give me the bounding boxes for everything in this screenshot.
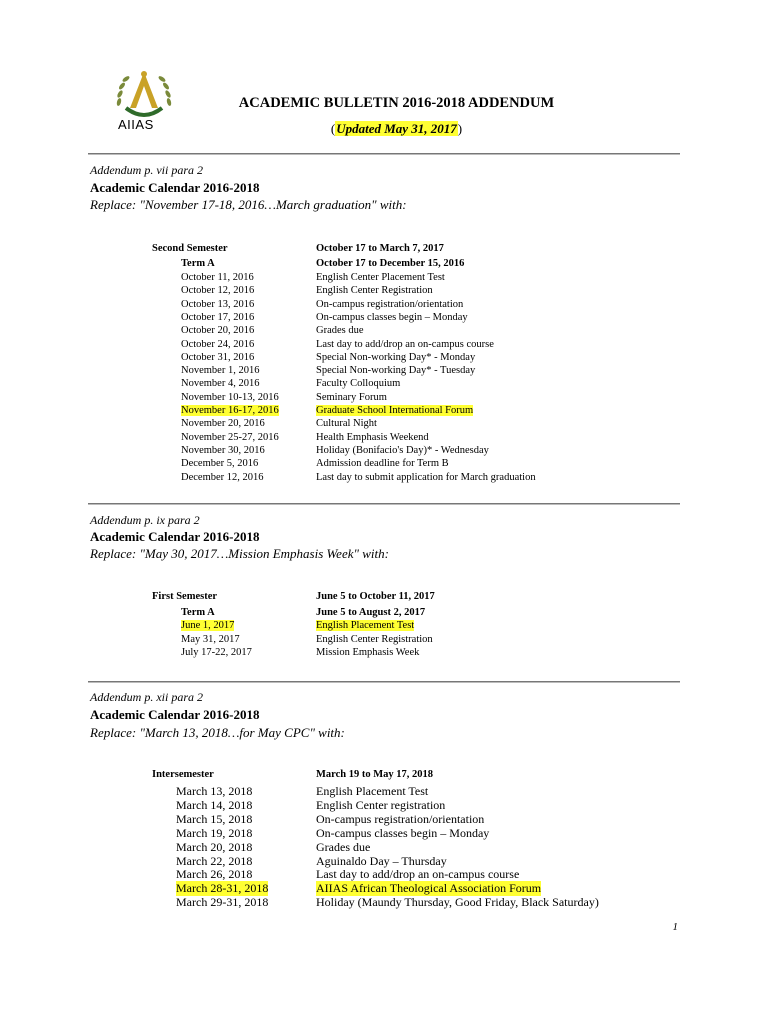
section-ref: Addendum p. ix para 2 bbox=[90, 513, 200, 527]
calendar-date: March 26, 2018 bbox=[176, 867, 253, 882]
calendar-date: July 17-22, 2017 bbox=[181, 647, 252, 658]
calendar-date: November 16-17, 2016 bbox=[181, 405, 279, 416]
section-title: Academic Calendar 2016-2018 bbox=[90, 529, 260, 544]
section-title: Academic Calendar 2016-2018 bbox=[90, 707, 260, 722]
calendar-date: November 25-27, 2016 bbox=[181, 431, 279, 443]
calendar-event: Cultural Night bbox=[316, 418, 377, 430]
calendar-event: On-campus registration/orientation bbox=[316, 811, 485, 826]
semester-label: Intersemester bbox=[152, 769, 214, 780]
calendar-date: March 28-31, 2018 bbox=[176, 881, 269, 896]
calendar-date: November 10-13, 2016 bbox=[181, 391, 279, 403]
calendar-event: Last day to submit application for March graduation bbox=[316, 471, 536, 483]
semester-label: First Semester bbox=[152, 591, 218, 602]
term-label: Term A bbox=[181, 258, 215, 269]
calendar-date: March 29-31, 2018 bbox=[176, 895, 269, 910]
calendar-event: Mission Emphasis Week bbox=[316, 647, 420, 658]
calendar-date: December 12, 2016 bbox=[181, 471, 264, 483]
calendar-event: English Placement Test bbox=[316, 620, 415, 631]
updated-date: Updated May 31, 2017 bbox=[336, 121, 457, 136]
calendar-event: English Placement Test bbox=[316, 784, 429, 798]
calendar-date: October 20, 2016 bbox=[181, 325, 255, 337]
calendar-event: Special Non-working Day* - Tuesday bbox=[316, 365, 476, 377]
calendar-event: Graduate School International Forum bbox=[316, 405, 474, 416]
calendar-event: Seminary Forum bbox=[316, 391, 387, 403]
calendar-date: October 17, 2016 bbox=[181, 311, 255, 323]
section-replace-note: Replace: "March 13, 2018…for May CPC" with: bbox=[90, 725, 345, 740]
calendar-event: On-campus classes begin – Monday bbox=[316, 311, 468, 323]
updated-open-paren: ( bbox=[330, 121, 336, 136]
calendar-event: English Center Placement Test bbox=[316, 272, 445, 283]
term-range: June 5 to August 2, 2017 bbox=[316, 607, 426, 618]
calendar-date: October 31, 2016 bbox=[181, 351, 255, 363]
page-number: 1 bbox=[672, 921, 678, 933]
term-label: Term A bbox=[181, 607, 215, 618]
section-replace-note: Replace: "May 30, 2017…Mission Emphasis Week" with: bbox=[90, 546, 389, 561]
section-title: Academic Calendar 2016-2018 bbox=[90, 180, 260, 195]
calendar-event: Holiday (Maundy Thursday, Good Friday, Black Saturday) bbox=[316, 895, 599, 910]
calendar-date: March 22, 2018 bbox=[176, 853, 253, 868]
calendar-event: Aguinaldo Day – Thursday bbox=[316, 853, 447, 868]
calendar-date: November 4, 2016 bbox=[181, 378, 260, 390]
section-divider bbox=[88, 681, 680, 683]
calendar-event: English Center Registration bbox=[316, 633, 433, 645]
calendar-date: October 24, 2016 bbox=[181, 338, 255, 350]
calendar-event: Special Non-working Day* - Monday bbox=[316, 351, 476, 363]
calendar-event: Holiday (Bonifacio's Day)* - Wednesday bbox=[316, 444, 489, 456]
calendar-date: November 1, 2016 bbox=[181, 365, 260, 377]
calendar-event: Admission deadline for Term B bbox=[316, 458, 449, 470]
updated-close-paren: ) bbox=[457, 121, 463, 136]
calendar-event: Grades due bbox=[316, 839, 371, 854]
calendar-event: Last day to add/drop an on-campus course bbox=[316, 338, 494, 350]
calendar-event: On-campus registration/orientation bbox=[316, 298, 464, 310]
calendar-date: March 19, 2018 bbox=[176, 825, 253, 840]
calendar-date: November 20, 2016 bbox=[181, 418, 265, 430]
section-ref: Addendum p. vii para 2 bbox=[90, 163, 203, 177]
calendar-event: Last day to add/drop an on-campus course bbox=[316, 867, 520, 882]
section-divider bbox=[88, 503, 680, 505]
calendar-event: Grades due bbox=[316, 325, 364, 337]
calendar-date: March 15, 2018 bbox=[176, 811, 253, 826]
calendar-date: October 11, 2016 bbox=[181, 272, 254, 283]
term-range: October 17 to December 15, 2016 bbox=[316, 258, 465, 269]
calendar-event: English Center registration bbox=[316, 797, 446, 812]
calendar-date: March 14, 2018 bbox=[176, 797, 253, 812]
calendar-event: AIIAS African Theological Association Forum bbox=[316, 881, 542, 896]
section-replace-note: Replace: "November 17-18, 2016…March graduation" with: bbox=[90, 197, 407, 212]
calendar-date: March 13, 2018 bbox=[176, 784, 253, 798]
semester-label: Second Semester bbox=[152, 243, 228, 254]
section-divider bbox=[88, 153, 680, 155]
calendar-date: March 20, 2018 bbox=[176, 839, 253, 854]
calendar-date: June 1, 2017 bbox=[181, 620, 235, 631]
calendar-event: Health Emphasis Weekend bbox=[316, 431, 429, 443]
calendar-event: English Center Registration bbox=[316, 285, 433, 297]
calendar-date: December 5, 2016 bbox=[181, 458, 259, 470]
calendar-event: On-campus classes begin – Monday bbox=[316, 825, 490, 840]
document-title: ACADEMIC BULLETIN 2016-2018 ADDENDUM bbox=[238, 95, 555, 111]
calendar-event: Faculty Colloquium bbox=[316, 378, 401, 390]
semester-range: October 17 to March 7, 2017 bbox=[316, 243, 444, 254]
calendar-date: October 13, 2016 bbox=[181, 298, 255, 310]
updated-note bbox=[0, 121, 768, 137]
calendar-date: November 30, 2016 bbox=[181, 444, 265, 456]
calendar-date: October 12, 2016 bbox=[181, 285, 255, 297]
semester-range: June 5 to October 11, 2017 bbox=[316, 591, 435, 602]
logo-text: AIIAS bbox=[118, 117, 154, 132]
semester-range: March 19 to May 17, 2018 bbox=[316, 769, 434, 780]
calendar-date: May 31, 2017 bbox=[181, 633, 240, 645]
section-ref: Addendum p. xii para 2 bbox=[90, 690, 203, 704]
